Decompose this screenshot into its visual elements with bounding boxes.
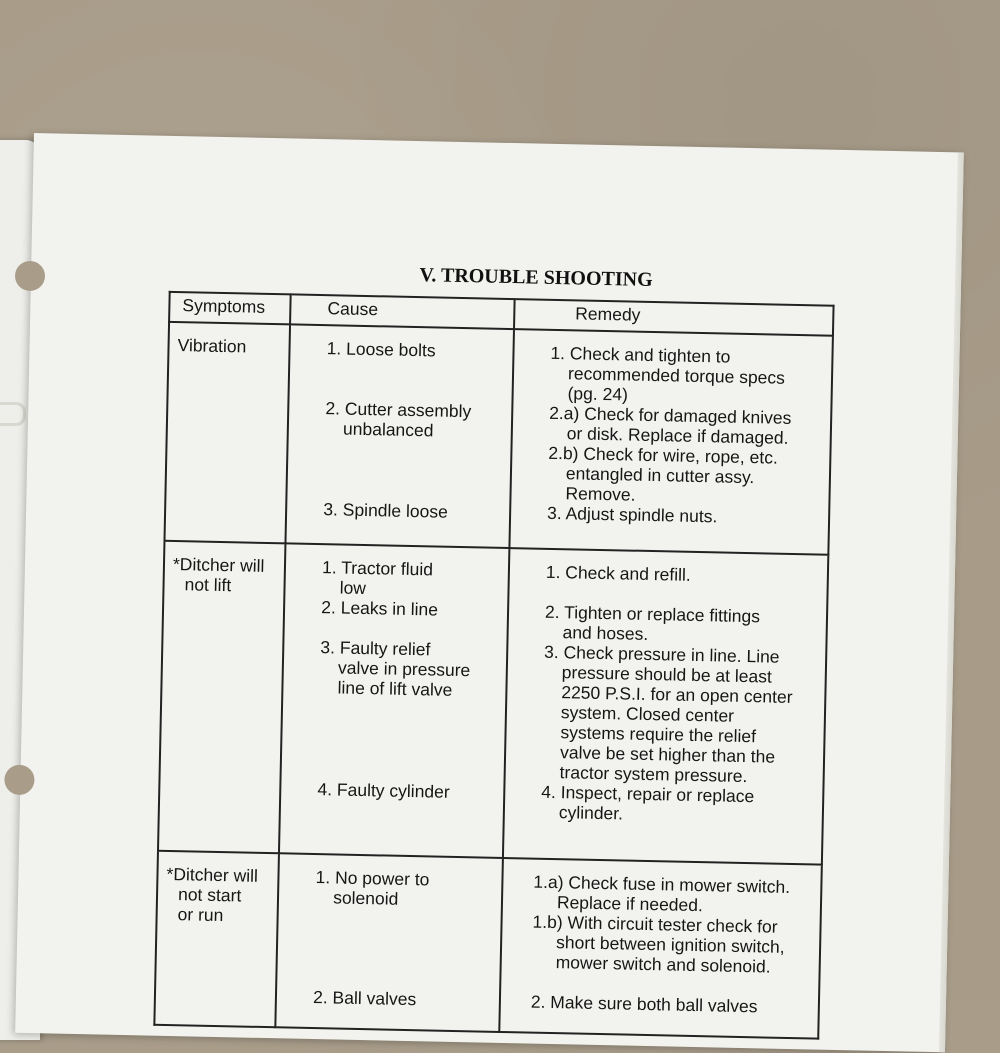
header-cause: Cause <box>290 294 514 329</box>
symptom-line: not start <box>177 884 242 906</box>
header-remedy: Remedy <box>514 299 834 336</box>
symptom-cell <box>158 541 286 853</box>
remedy-cell <box>509 329 833 555</box>
symptom-line: *Ditcher will <box>172 554 265 576</box>
cause-line: 2. Cutter assembly <box>325 398 472 422</box>
remedy-line: 2.b) Check for wire, rope, etc. <box>548 442 779 468</box>
cause-line: valve in pressure <box>337 657 471 681</box>
binder-ring <box>0 402 26 426</box>
remedy-cell <box>499 858 822 1039</box>
symptom-cell <box>164 322 290 543</box>
remedy-line: mower switch and solenoid. <box>555 952 771 977</box>
remedy-line: 1. Check and tighten to <box>550 342 731 367</box>
table-row <box>164 322 832 555</box>
remedy-line: 2.a) Check for damaged knives <box>548 402 792 428</box>
remedy-line: valve be set higher than the <box>559 742 776 767</box>
remedy-line: 2. Tighten or replace fittings <box>544 601 761 627</box>
punch-hole <box>15 261 46 292</box>
header-symptoms: Symptoms <box>169 292 291 325</box>
remedy-line: 2250 P.S.I. for an open center <box>561 682 793 708</box>
remedy-line: Remove. <box>565 483 636 505</box>
remedy-line: and hoses. <box>562 622 649 644</box>
cause-line: line of lift valve <box>337 677 453 700</box>
remedy-line: (pg. 24) <box>567 383 629 405</box>
cause-cell <box>275 853 502 1032</box>
remedy-line: 4. Inspect, repair or replace <box>541 781 755 807</box>
symptom-line: not lift <box>184 574 232 596</box>
remedy-line: cylinder. <box>558 802 624 824</box>
symptom-line: Vibration <box>177 335 247 357</box>
table-row <box>154 851 821 1039</box>
cause-line: 4. Faulty cylinder <box>317 779 450 802</box>
cause-line: 1. No power to <box>315 867 430 890</box>
remedy-line: 1. Check and refill. <box>545 561 691 585</box>
remedy-line: pressure should be at least <box>561 662 773 687</box>
page-title: V. TROUBLE SHOOTING <box>419 264 653 291</box>
remedy-line: tractor system pressure. <box>559 762 748 787</box>
cause-line: 1. Loose bolts <box>326 338 436 361</box>
remedy-line: 2. Make sure both ball valves <box>530 991 758 1017</box>
cause-line: low <box>339 577 367 599</box>
cause-cell <box>286 324 514 548</box>
cause-line: 3. Spindle loose <box>323 499 449 522</box>
cause-cell <box>279 543 509 858</box>
remedy-line: 3. Check pressure in line. Line <box>543 641 780 667</box>
remedy-line: entangled in cutter assy. <box>565 463 755 488</box>
cause-line: 3. Faulty relief <box>320 637 431 660</box>
table-row <box>158 541 828 865</box>
symptom-cell <box>154 851 279 1027</box>
cause-line: 2. Ball valves <box>312 987 417 1010</box>
remedy-line: Replace if needed. <box>556 892 704 916</box>
manual-page <box>15 133 964 1052</box>
remedy-line: or disk. Replace if damaged. <box>566 423 789 448</box>
symptom-line: *Ditcher will <box>166 863 259 886</box>
cause-line: 2. Leaks in line <box>321 597 439 620</box>
remedy-line: short between ignition switch, <box>555 932 785 957</box>
remedy-line: system. Closed center <box>560 702 735 726</box>
remedy-line: 1.a) Check fuse in mower switch. <box>533 871 791 897</box>
cause-line: unbalanced <box>342 418 434 441</box>
troubleshooting-table <box>153 291 834 1040</box>
symptom-line: or run <box>177 904 224 926</box>
remedy-line: 1.b) With circuit tester check for <box>532 911 778 937</box>
cause-line: 1. Tractor fluid <box>321 557 434 580</box>
punch-hole <box>4 765 35 796</box>
remedy-line: recommended torque specs <box>567 363 786 388</box>
remedy-line: systems require the relief <box>560 722 757 747</box>
cause-line: solenoid <box>332 887 399 909</box>
remedy-cell <box>503 548 828 865</box>
remedy-line: 3. Adjust spindle nuts. <box>546 502 718 527</box>
